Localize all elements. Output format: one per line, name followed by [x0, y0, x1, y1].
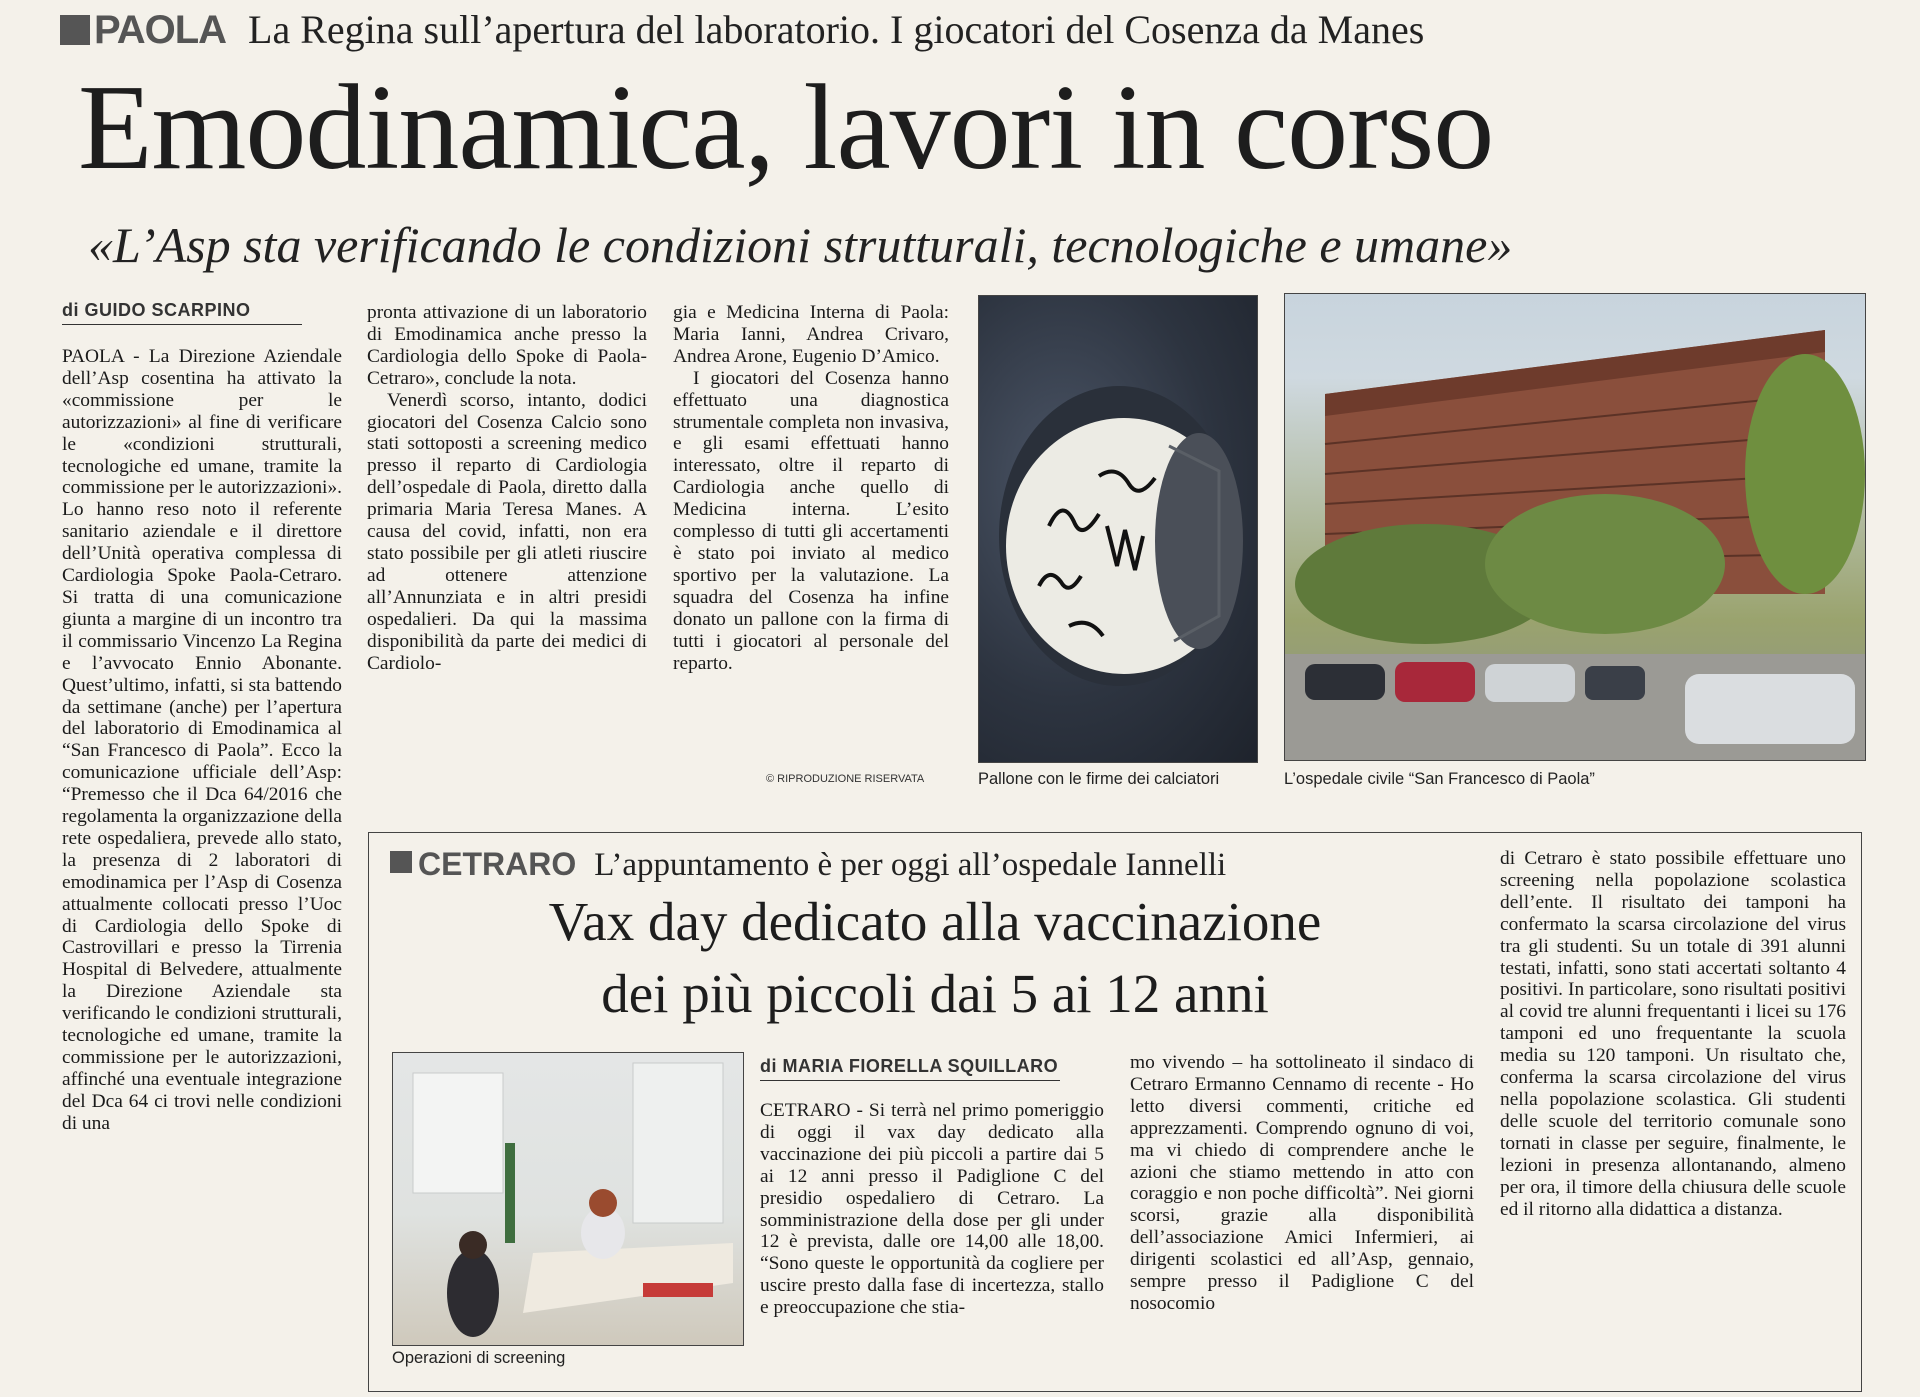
- paragraph: Venerdì scorso, intanto, dodici giocatori del Cosenza Calcio sono stati sottoposti a screening medico presso il reparto di Cardiologia dell’ospedale di Paola, diretto dalla primaria Maria Teresa Manes. A causa del covid, infatti, non era stato possibile per gli atleti riuscire ad ottenere attenzione all’Annunziata e in altri presidi ospedalieri. Da qui la massima disponibilità da parte dei medici di Cardiolo-: [367, 389, 647, 674]
- paragraph: mo vivendo – ha sottolineato il sindaco di Cetraro Ermanno Cennamo di recente - Ho letto diversi commenti, critiche ed apprezzamenti. Comprendo ognuno di voi, ma vi chiedo di comprendere anche le azioni che stiamo mettendo in atto con coraggio e non poche difficoltà”. Nei giorni scorsi, grazie alla disponibilità dell’associazione Amici Infermieri, ai dirigenti scolastici ed all’Asp, gennaio, sempre presso il Padiglione C del nosocomio: [1130, 1052, 1474, 1314]
- top-subhead: «L’Asp sta verificando le condizioni strutturali, tecnologiche e umane»: [88, 217, 1513, 273]
- bottom-byline: di MARIA FIORELLA SQUILLARO: [760, 1056, 1060, 1081]
- ball-photo: [978, 295, 1258, 763]
- top-kicker: [60, 6, 1890, 52]
- top-column-2: [367, 302, 647, 792]
- bottom-column-2: [1130, 1052, 1474, 1370]
- hospital-building-icon: [1285, 294, 1865, 760]
- paragraph: PAOLA - La Direzione Aziendale dell’Asp cosentina ha attivato la «commissione per le autorizzazioni» al fine di verificare le «condizioni strutturali, tecnologiche ed umane, tramite la commissione per le autorizzazioni». Lo hanno reso noto il referente sanitario aziendale e il direttore dell’Unità operativa complessa di Cardiologia Spoke Paola-Cetraro. Si tratta di una comunicazione giunta a margine di un incontro tra il commissario Vincenzo La Regina e l’avvocato Ennio Abonante. Quest’ultimo, infatti, si sta battendo da settimane (anche) per l’apertura del laboratorio di Emodinamica al “San Francesco di Paola”. Ecco la comunicazione ufficiale dell’Asp: “Premesso che il Dca 64/2016 che regolamenta la organizzazione della rete ospedaliera, prevede allo stato, la presenza di 2 laboratori di emodinamica per l’Asp di Cosenza attualmente collocati presso l’Uoc di Cardiologia dello Spoke di Castrovillari e presso la Tirrenia Hospital di Belvedere, attualmente la Direzione Aziendale sta verificando le condizioni strutturali, tecnologiche ed umane, tramite la commissione per le autorizzazioni, affinché una eventuale integrazione del Dca 64 ci trovi nelle condizioni di una: [62, 346, 342, 1134]
- top-byline-wrap: [62, 300, 302, 325]
- signed-ball-icon: [979, 296, 1257, 762]
- paragraph: gia e Medicina Interna di Paola: Maria Ianni, Andrea Crivaro, Andrea Arone, Eugenio D’Amico.: [673, 302, 949, 367]
- bottom-kicker: [390, 846, 1490, 886]
- bottom-column-3: [1500, 848, 1846, 1368]
- screening-room-icon: [393, 1053, 743, 1345]
- top-byline: di GUIDO SCARPINO: [62, 300, 302, 325]
- top-kicker-text: La Regina sull’apertura del laboratorio. I giocatori del Cosenza da Manes: [248, 7, 1425, 52]
- top-kicker-place: PAOLA: [94, 8, 227, 52]
- bottom-column-1: [760, 1100, 1104, 1370]
- top-column-3: [673, 302, 949, 766]
- hospital-photo: [1284, 293, 1866, 761]
- bottom-kicker-text: L’appuntamento è per oggi all’ospedale Iannelli: [594, 847, 1227, 883]
- top-headline: Emodinamica, lavori in corso: [78, 60, 1494, 195]
- paragraph: di Cetraro è stato possibile effettuare uno screening nella popolazione scolastica dell’ente. Il risultato dei tamponi ha confermato la scarsa circolazione del virus tra gli studenti. Su un totale di 391 alunni testati, infatti, sono stati accertati soltanto 4 positivi. In particolare, sono risultati positivi al covid tre alunni frequentanti i licei su 176 tamponi ed uno frequentante la scuola media su 120 tamponi. Un risultato che, conferma la scarsa circolazione del virus nella popolazione scolastica. Gli studenti delle scuole del territorio comunale sono tornati in classe per seguire, finalmente, le lezioni in presenza allontanando, almeno per ora, il timore della chiusura delle scuole ed il ritorno alla didattica a distanza.: [1500, 848, 1846, 1220]
- paragraph: I giocatori del Cosenza hanno effettuato una diagnostica strumentale completa non invasiva, e gli esami effettuati hanno interessato, oltre il reparto di Cardiologia anche quello di Medicina interna. L’esito complesso di tutti gli accertamenti è stato poi inviato al medico sportivo per la valutazione. La squadra del Cosenza ha infine donato un pallone con la firma di tutti i giocatori al personale del reparto.: [673, 367, 949, 674]
- paragraph: pronta attivazione di un laboratorio di Emodinamica anche presso la Cardiologia dello Spoke di Paola-Cetraro», conclude la nota.: [367, 302, 647, 389]
- caption-ball: Pallone con le firme dei calciatori: [978, 770, 1220, 788]
- screening-photo: [392, 1052, 744, 1346]
- bottom-headline-line1: Vax day dedicato alla vaccinazione: [548, 891, 1322, 952]
- bottom-kicker-place: CETRARO: [418, 846, 577, 882]
- square-marker-icon: [390, 851, 412, 873]
- caption-screening: Operazioni di screening: [392, 1349, 566, 1367]
- bottom-headline-line2: dei più piccoli dai 5 ai 12 anni: [601, 963, 1269, 1024]
- top-column-1: [62, 346, 342, 1391]
- bottom-byline-wrap: [760, 1056, 1060, 1081]
- caption-hospital: L’ospedale civile “San Francesco di Paola”: [1284, 770, 1595, 788]
- copyright-note: © RIPRODUZIONE RISERVATA: [766, 773, 925, 785]
- square-marker-icon: [60, 15, 90, 45]
- paragraph: CETRARO - Si terrà nel primo pomeriggio di oggi il vax day dedicato alla vaccinazione dei più piccoli a partire dai 5 ai 12 anni presso il Padiglione C del presidio ospedaliero di Cetraro. La somministrazione della dose per gli under 12 è prevista, dalle ore 14,00 alle 18,00. “Sono queste le opportunità da cogliere per uscire presto dalla fase di incertezza, stallo e preoccupazione che stia-: [760, 1100, 1104, 1319]
